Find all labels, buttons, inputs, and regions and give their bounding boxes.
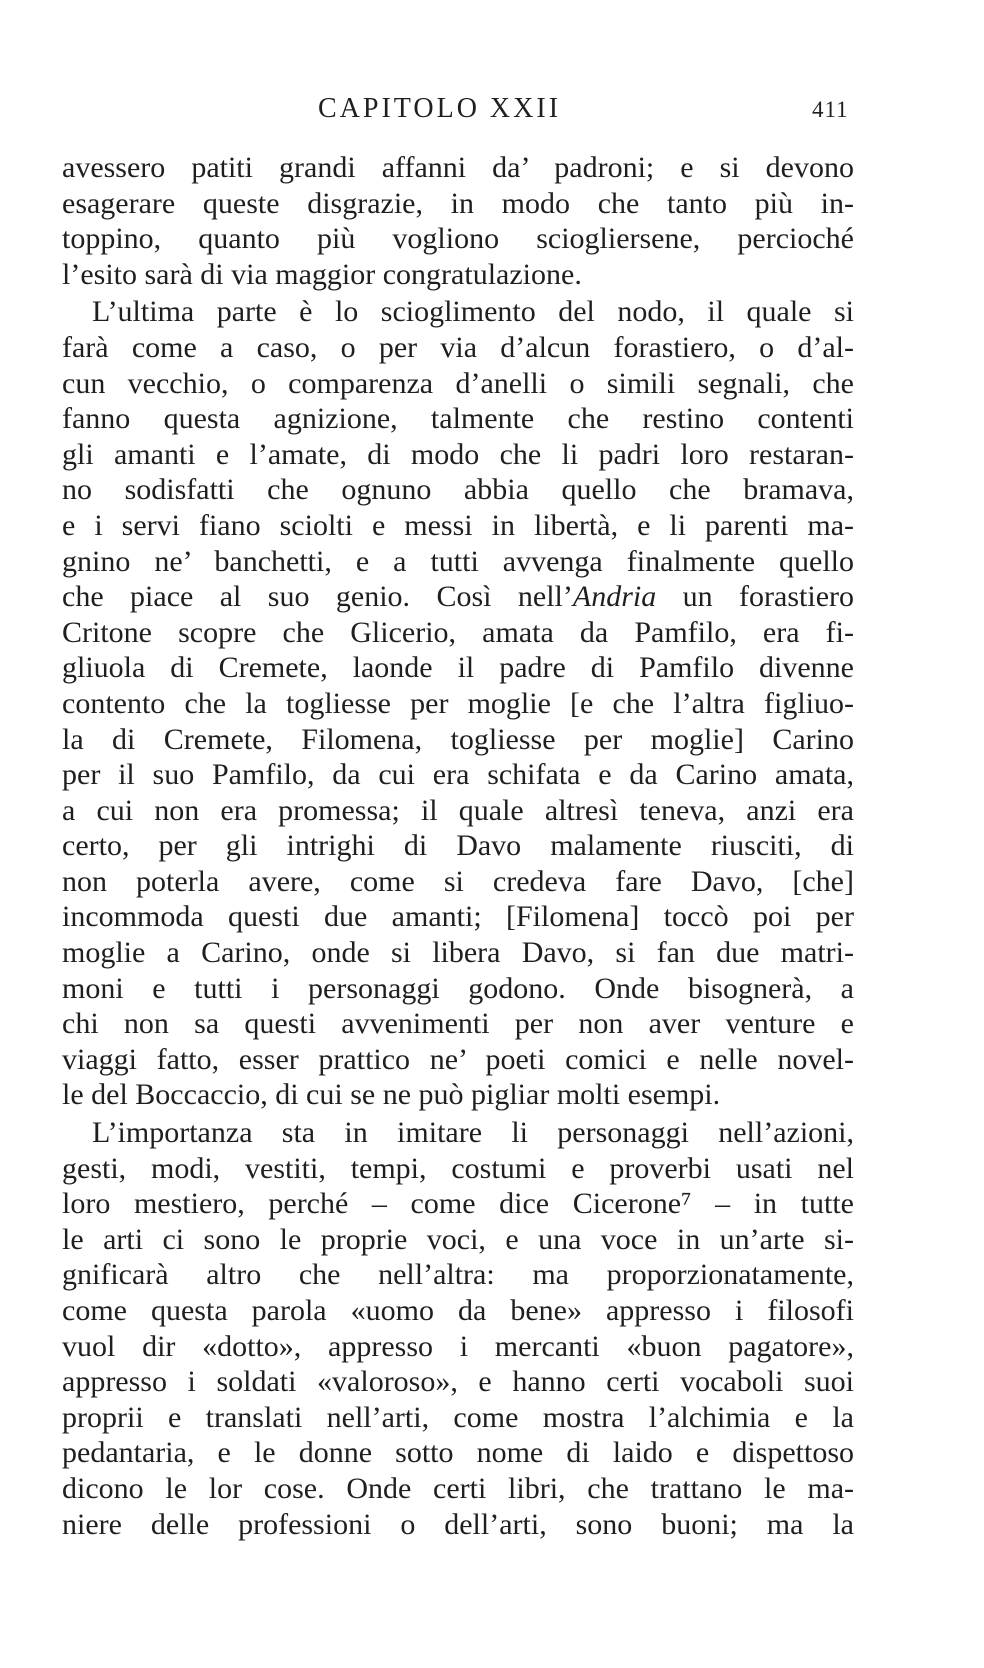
text-line: cun vecchio, o comparenza d’anelli o simili segnali, che <box>62 366 854 400</box>
paragraph-1 <box>62 150 854 292</box>
body-text <box>62 150 854 1542</box>
text-line: gesti, modi, vestiti, tempi, costumi e proverbi usati nel <box>62 1151 854 1185</box>
text-line: toppino, quanto più vogliono sciogliersene, percioché <box>62 222 854 256</box>
text-line: moni e tutti i personaggi godono. Onde bisognerà, a <box>62 971 854 1005</box>
text-line: loro mestiero, perché – come dice Cicerone⁷ – in tutte <box>62 1187 854 1221</box>
text-line: le arti ci sono le proprie voci, e una voce in un’arte si‑ <box>62 1222 854 1256</box>
text-line: proprii e translati nell’arti, come mostra l’alchimia e la <box>62 1400 854 1434</box>
text-line: gnificarà altro che nell’altra: ma proporzionatamente, <box>62 1258 854 1292</box>
text-line: niere delle professioni o dell’arti, sono buoni; ma la <box>62 1507 854 1541</box>
text-line: le del Boccaccio, di cui se ne può pigliar molti esempi. <box>62 1078 721 1112</box>
text-line: a cui non era promessa; il quale altresì teneva, anzi era <box>62 793 854 827</box>
text-line: pedantaria, e le donne sotto nome di laido e dispettoso <box>62 1436 854 1470</box>
text-line: farà come a caso, o per via d’alcun forastiero, o d’al‑ <box>62 330 854 364</box>
page-number: 411 <box>812 97 849 122</box>
chapter-title: CAPITOLO XXII <box>318 93 562 124</box>
text-line: avessero patiti grandi affanni da’ padroni; e si devono <box>62 151 854 184</box>
text-line: appresso i soldati «valoroso», e hanno certi vocaboli suoi <box>62 1365 854 1399</box>
text-line: certo, per gli intrighi di Davo malamente riusciti, di <box>62 829 854 863</box>
text-line: e i servi fiano sciolti e messi in libertà, e li parenti ma‑ <box>62 508 854 542</box>
text-line: incommoda questi due amanti; [Filomena] toccò poi per <box>62 900 854 934</box>
text-line: chi non sa questi avvenimenti per non aver venture e <box>62 1007 854 1041</box>
text-line: L’ultima parte è lo scioglimento del nodo, il quale si <box>92 295 854 329</box>
italic-title: Andria <box>572 580 657 614</box>
text-line: L’importanza sta in imitare li personaggi nell’azioni, <box>92 1116 854 1150</box>
text-line-with-italic <box>62 579 854 615</box>
text-line: moglie a Carino, onde si libera Davo, si fan due matri‑ <box>62 936 854 970</box>
line-start: che piace al suo genio. Così nell’ <box>62 580 573 614</box>
text-line: esagerare queste disgrazie, in modo che tanto più in‑ <box>62 186 854 220</box>
text-line: come questa parola «uomo da bene» appresso i filosofi <box>62 1294 854 1327</box>
running-head <box>0 93 984 133</box>
text-line: no sodisfatti che ognuno abbia quello che bramava, <box>62 473 854 507</box>
text-line: vuol dir «dotto», appresso i mercanti «buon pagatore», <box>62 1329 854 1363</box>
text-line: gnino ne’ banchetti, e a tutti avvenga finalmente quello <box>62 544 854 578</box>
text-line: gliuola di Cremete, laonde il padre di Pamfilo divenne <box>62 651 854 685</box>
text-line: contento che la togliesse per moglie [e che l’altra figliuo‑ <box>62 686 854 720</box>
text-line: fanno questa agnizione, talmente che restino contenti <box>62 402 854 436</box>
text-line: l’esito sarà di via maggior congratulazione. <box>62 257 582 291</box>
text-line: dicono le lor cose. Onde certi libri, che trattano le ma‑ <box>62 1471 854 1505</box>
paragraph-3 <box>62 1115 854 1542</box>
paragraph-2 <box>62 294 854 1113</box>
text-line: la di Cremete, Filomena, togliesse per moglie] Carino <box>62 722 854 756</box>
text-line: per il suo Pamfilo, da cui era schifata e da Carino amata, <box>62 758 854 792</box>
line-end: un forastiero <box>656 580 854 614</box>
text-line: non poterla avere, come si credeva fare Davo, [che] <box>62 864 854 898</box>
text-line: viaggi fatto, esser prattico ne’ poeti comici e nelle novel‑ <box>62 1042 854 1076</box>
text-line: gli amanti e l’amate, di modo che li padri loro restaran‑ <box>62 437 854 471</box>
text-line: Critone scopre che Glicerio, amata da Pamfilo, era fi‑ <box>62 615 854 649</box>
